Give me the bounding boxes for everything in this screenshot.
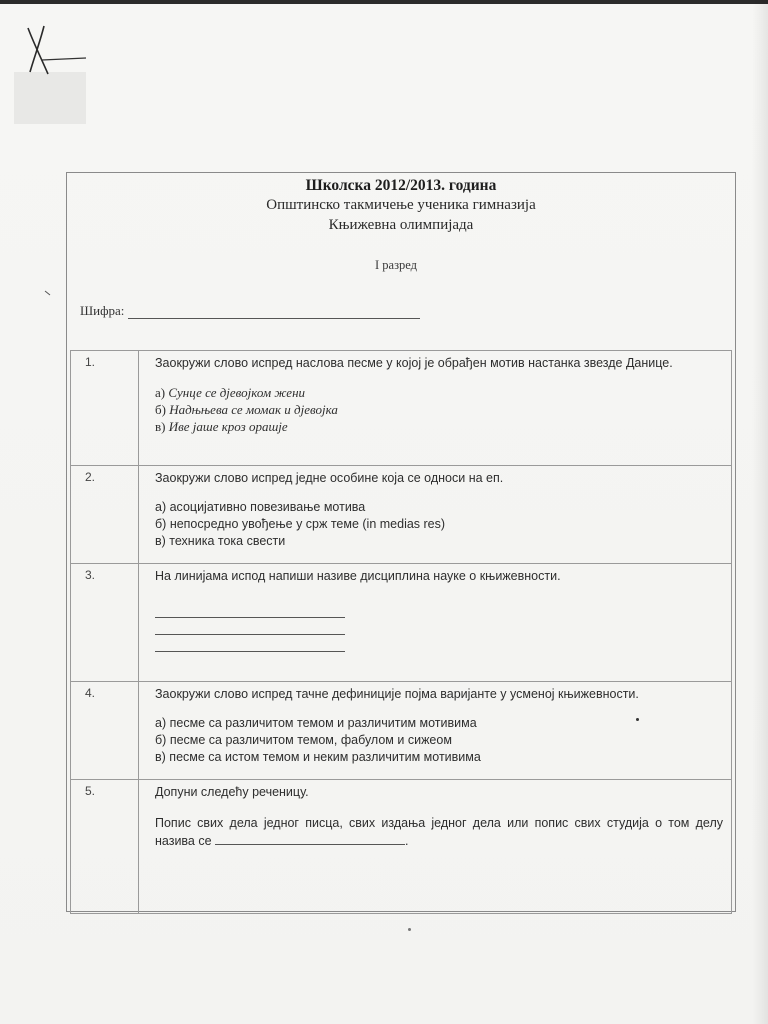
question-text: Заокружи слово испред једне особине која се односи на еп.	[155, 471, 504, 485]
question-row-1	[71, 351, 732, 466]
sentence-start: Попис свих дела једног писца, свих издања једног дела или попис свих студија о том делу назива се	[155, 816, 723, 848]
answer-options	[155, 499, 723, 550]
answer-line-3[interactable]	[155, 635, 345, 652]
code-label: Шифра:	[80, 303, 125, 318]
option-letter: б)	[155, 402, 166, 417]
answer-option-b[interactable]	[155, 732, 723, 749]
answer-lines	[155, 601, 723, 652]
code-row	[80, 302, 420, 319]
question-row-4	[71, 682, 732, 780]
fill-in-blank[interactable]	[215, 832, 405, 845]
question-body	[139, 682, 732, 780]
option-letter: в)	[155, 419, 166, 434]
answer-option-c[interactable]	[155, 533, 723, 550]
answer-options	[155, 384, 723, 435]
option-text: непосредно увођење у срж теме (in medias res)	[169, 517, 446, 531]
questions-table	[70, 350, 732, 914]
question-row-5	[71, 780, 732, 914]
answer-line-1[interactable]	[155, 601, 345, 618]
option-text: Надњњева се момак и дјевојка	[169, 402, 338, 417]
question-number: 1.	[71, 351, 139, 466]
option-letter: в)	[155, 750, 166, 764]
option-letter: б)	[155, 733, 167, 747]
exam-header	[66, 176, 736, 235]
answer-option-c[interactable]	[155, 749, 723, 766]
option-text: песме са различитом темом, фабулом и сижеом	[169, 733, 452, 747]
option-letter: б)	[155, 517, 167, 531]
answer-options	[155, 715, 723, 766]
option-text: песме са различитом темом и различитим мотивима	[169, 716, 477, 730]
option-text: техника тока свести	[169, 534, 286, 548]
question-body	[139, 564, 732, 682]
question-text: Заокружи слово испред наслова песме у којој је обрађен мотив настанка звезде Данице.	[155, 356, 673, 370]
code-input-line[interactable]	[128, 302, 420, 319]
question-text: На линијама испод напиши називе дисциплина науке о књижевности.	[155, 569, 561, 583]
question-row-2	[71, 466, 732, 564]
answer-option-a[interactable]	[155, 384, 723, 401]
question-body	[139, 466, 732, 564]
olympiad-title: Књижевна олимпијада	[328, 217, 474, 233]
answer-option-b[interactable]	[155, 401, 723, 418]
page-number-dot	[408, 928, 411, 931]
sentence-end: .	[405, 834, 409, 848]
question-row-3	[71, 564, 732, 682]
answer-option-b[interactable]	[155, 516, 723, 533]
margin-tick-mark	[44, 290, 52, 298]
option-letter: а)	[155, 385, 166, 400]
question-number: 2.	[71, 466, 139, 564]
option-text: песме са истом темом и неким различитим мотивима	[169, 750, 481, 764]
option-letter: а)	[155, 716, 167, 730]
grade-label: I разред	[374, 258, 418, 272]
question-body	[139, 780, 732, 914]
answer-line-2[interactable]	[155, 618, 345, 635]
question-number: 4.	[71, 682, 139, 780]
answer-option-a[interactable]	[155, 499, 723, 516]
option-letter: а)	[155, 500, 167, 514]
handwritten-x-mark	[20, 22, 90, 82]
question-number: 3.	[71, 564, 139, 682]
option-text: Иве јаше кроз орашје	[168, 419, 288, 434]
scan-right-shadow	[752, 0, 768, 1024]
option-text: Сунце се дјевојком жени	[168, 385, 306, 400]
option-text: асоцијативно повезивање мотива	[169, 500, 366, 514]
question-body	[139, 351, 732, 466]
answer-option-c[interactable]	[155, 418, 723, 435]
scan-top-edge	[0, 0, 768, 4]
school-year-title: Школска 2012/2013. година	[305, 177, 497, 194]
question-number: 5.	[71, 780, 139, 914]
question-text: Допуни следећу реченицу.	[155, 785, 309, 799]
competition-title: Општинско такмичење ученика гимназија	[266, 197, 536, 213]
question-text: Заокружи слово испред тачне дефиниције појма варијанте у усменој књижевности.	[155, 687, 639, 701]
option-letter: в)	[155, 534, 166, 548]
scan-speck	[636, 718, 639, 721]
fill-in-sentence	[155, 815, 723, 850]
